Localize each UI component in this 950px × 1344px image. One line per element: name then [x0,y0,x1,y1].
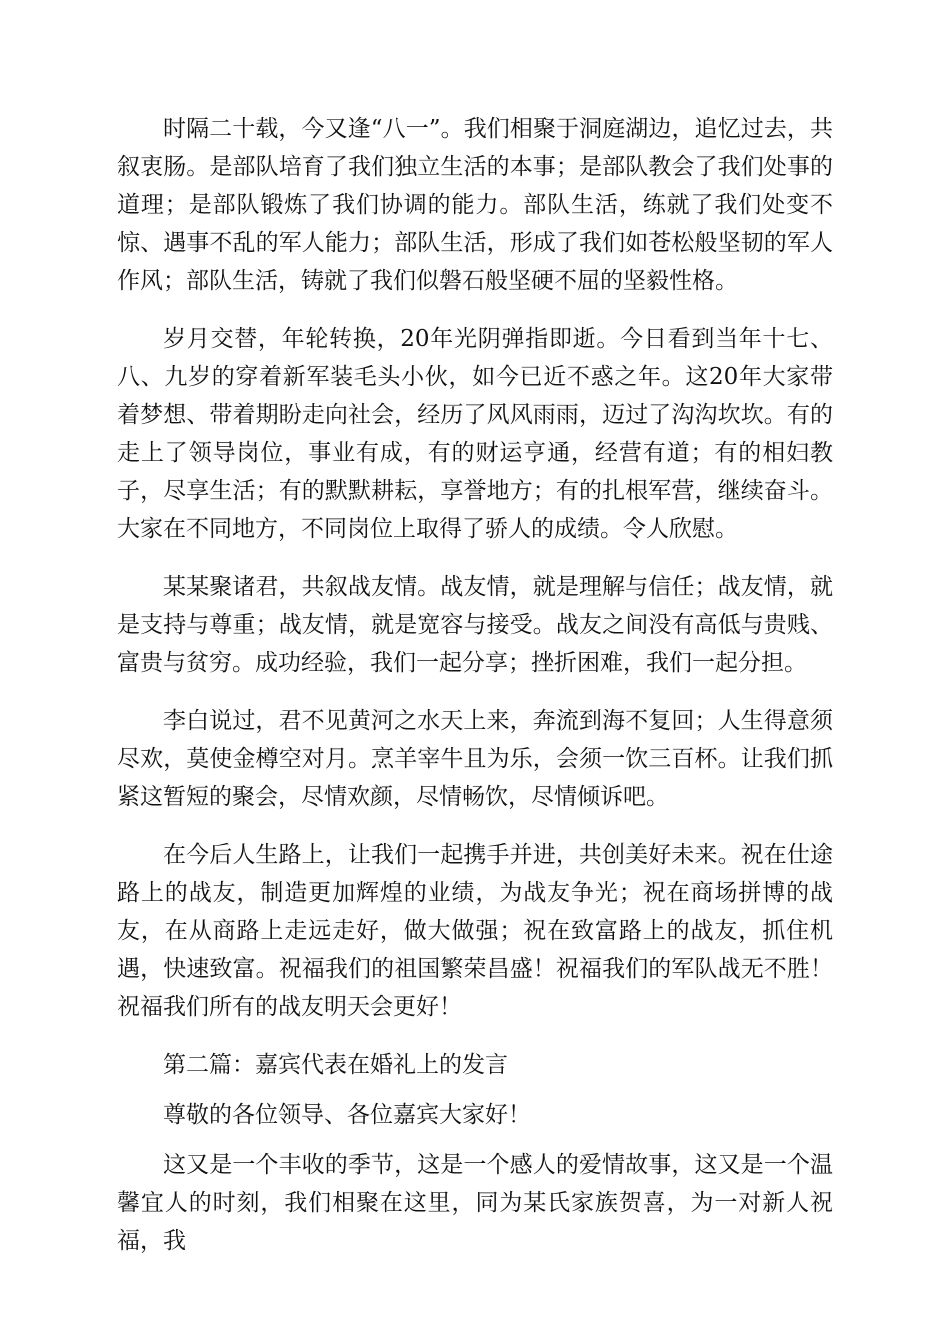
paragraph-wedding-opening: 这又是一个丰收的季节，这是一个感人的爱情故事，这又是一个温馨宜人的时刻，我们相聚在这里，同为某氏家族贺喜，为一对新人祝福，我 [117,1152,833,1254]
paragraph-comradeship: 某某聚诸君，共叙战友情。战友情，就是理解与信任；战友情，就是支持与尊重；战友情，就是宽容与接受。战友之间没有高低与贵贱、富贵与贫穷。成功经验，我们一起分享；挫折困难，我们一起分担。 [117,574,833,676]
paragraph-blessings: 在今后人生路上，让我们一起携手并进，共创美好未来。祝在仕途路上的战友，制造更加辉煌的业绩，为战友争光；祝在商场拼博的战友，在从商路上走远走好，做大做强；祝在致富路上的战友，抓住机遇，快速致富。祝福我们的祖国繁荣昌盛！祝福我们的军队战无不胜！祝福我们所有的战友明天会更好！ [117,842,833,1020]
paragraph-li-bai-quote: 李白说过，君不见黄河之水天上来，奔流到海不复回；人生得意须尽欢，莫使金樽空对月。烹羊宰牛且为乐，会须一饮三百杯。让我们抓紧这暂短的聚会，尽情欢颜，尽情畅饮，尽情倾诉吧。 [117,708,833,810]
salutation: 尊敬的各位领导、各位嘉宾大家好！ [163,1102,531,1128]
paragraph-twenty-years: 岁月交替，年轮转换，20年光阴弹指即逝。今日看到当年十七、八、九岁的穿着新军装毛头小伙，如今已近不惑之年。这20年大家带着梦想、带着期盼走向社会，经历了风风雨雨，迈过了沟沟坎坎。有的走上了领导岗位，事业有成，有的财运亨通，经营有道；有的相妇教子，尽享生活；有的默默耕耘，享誉地方；有的扎根军营，继续奋斗。大家在不同地方，不同岗位上取得了骄人的成绩。令人欣慰。 [117,326,833,542]
paragraph-reunion-intro: 时隔二十载，今又逢“八一”。我们相聚于洞庭湖边，追忆过去，共叙衷肠。是部队培育了我们独立生活的本事；是部队教会了我们处事的道理；是部队锻炼了我们协调的能力。部队生活，练就了我们处变不惊、遇事不乱的军人能力；部队生活，形成了我们如苍松般坚韧的军人作风；部队生活，铸就了我们似磐石般坚硬不屈的坚毅性格。 [117,116,833,294]
document-body [117,110,833,1280]
section-heading-second-piece: 第二篇：嘉宾代表在婚礼上的发言 [163,1052,508,1078]
